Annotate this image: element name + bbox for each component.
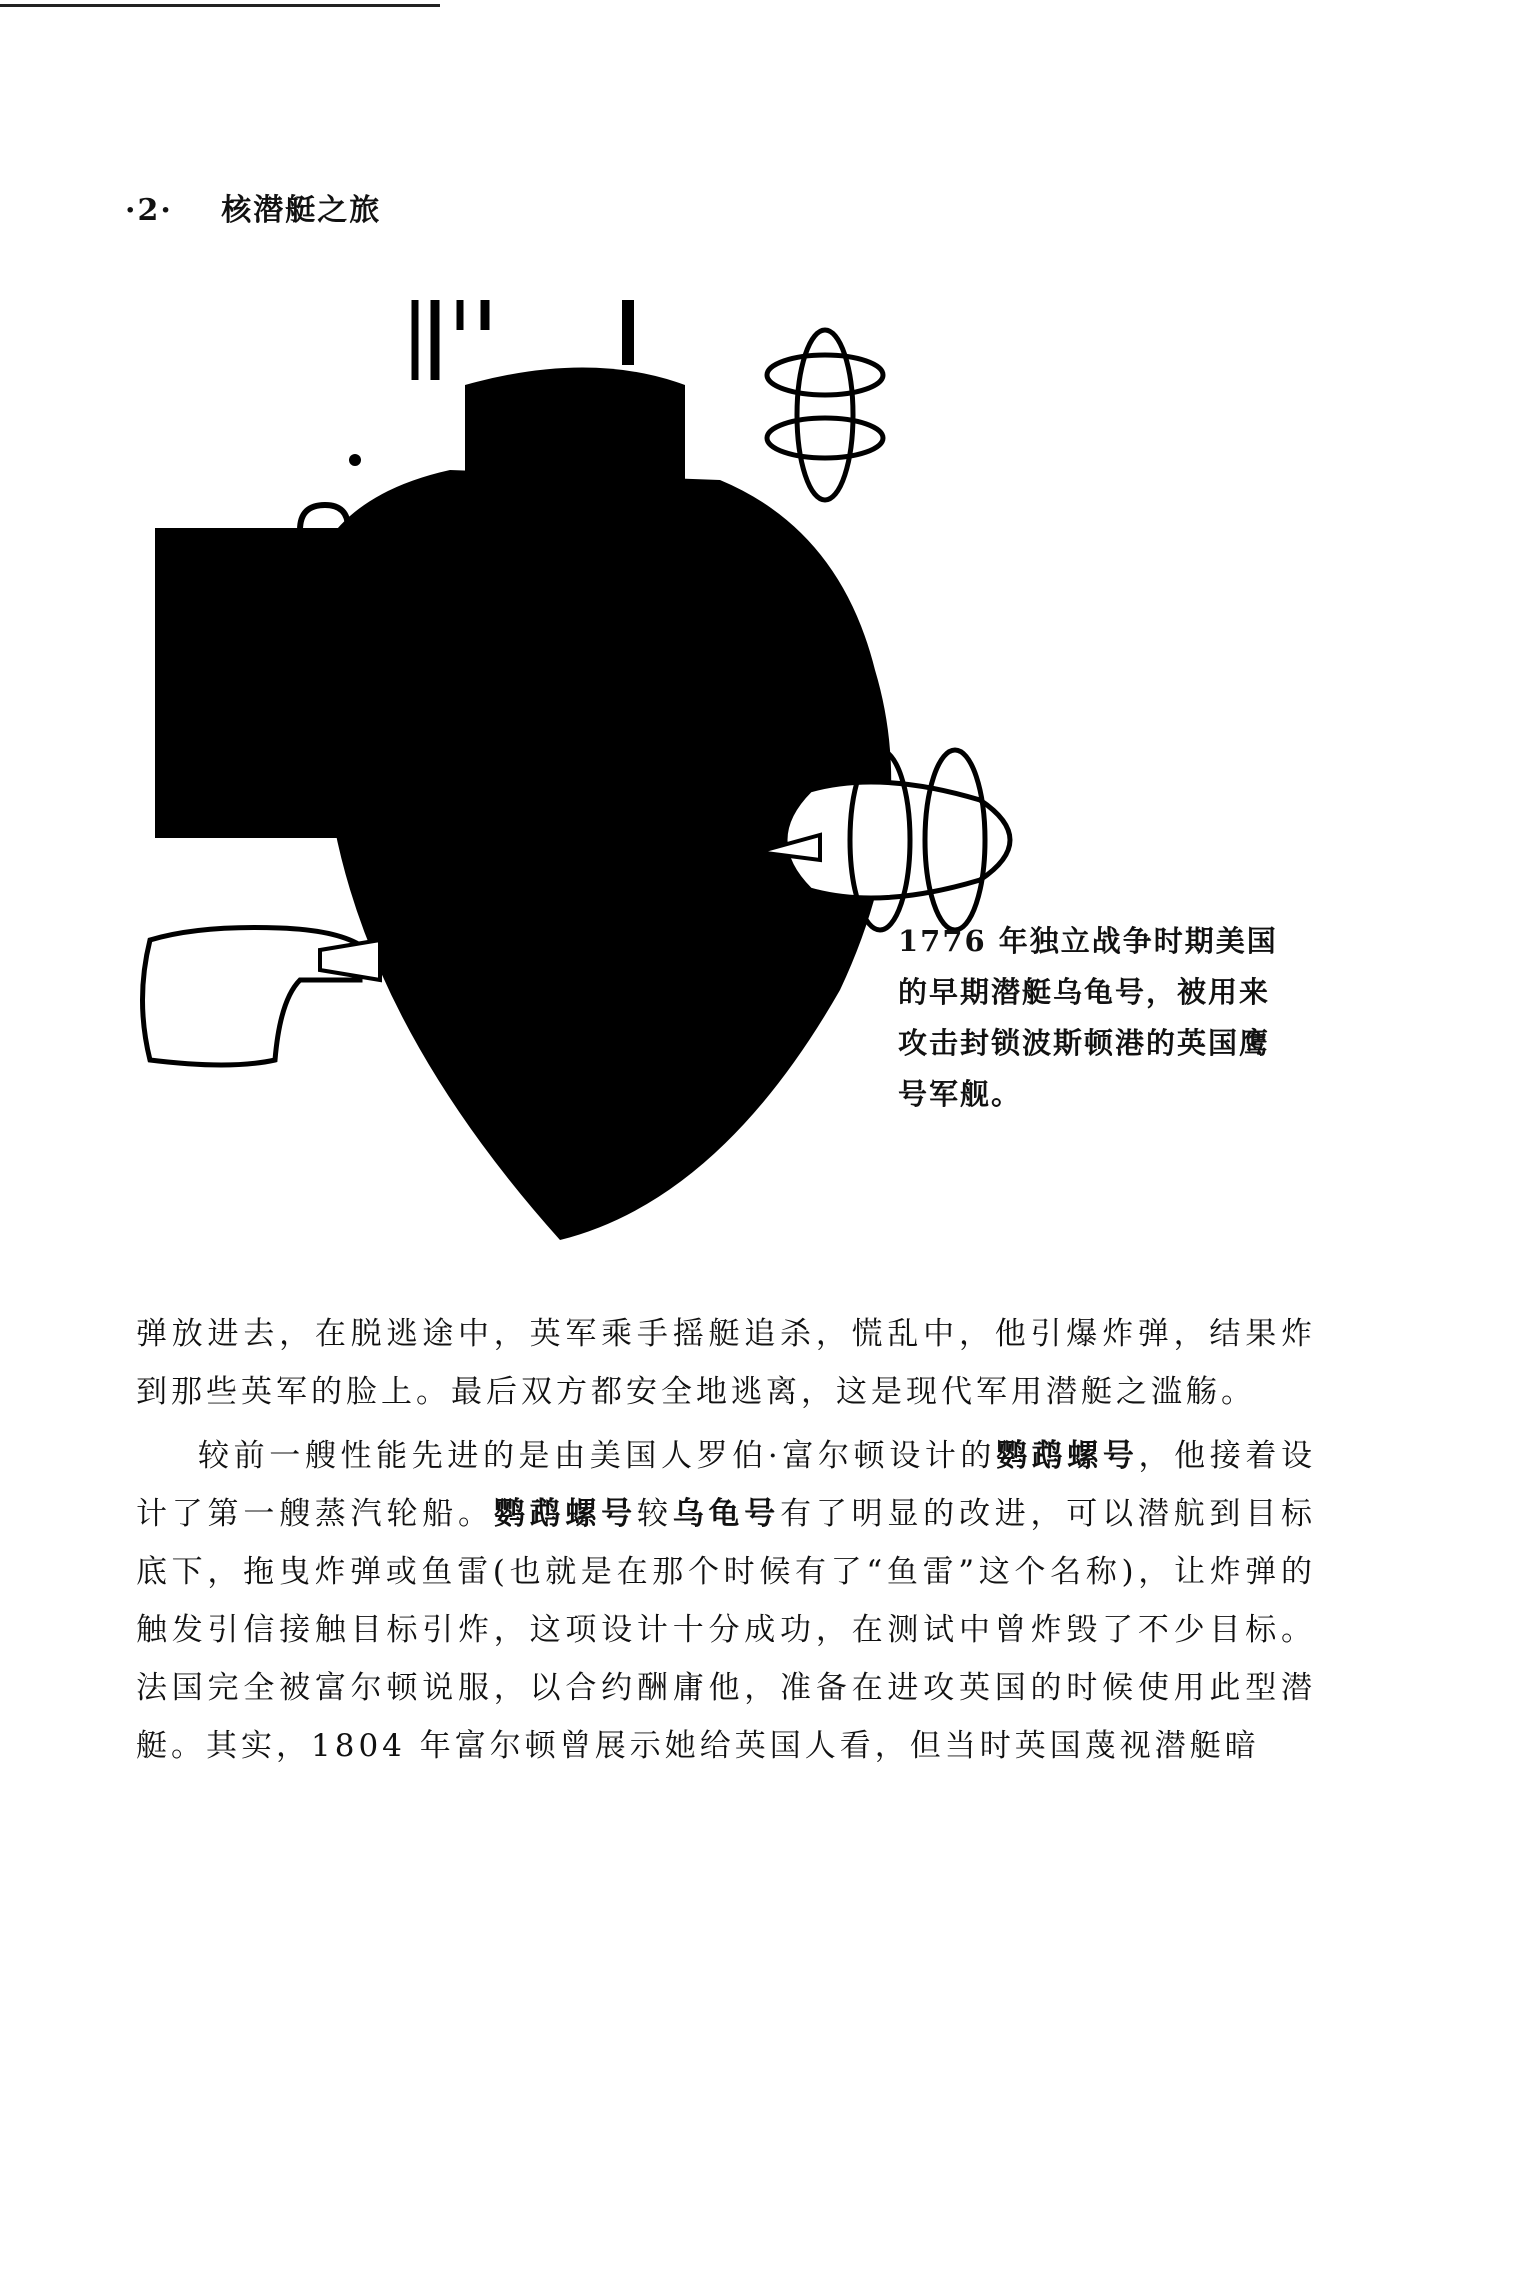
rudder-block — [155, 528, 395, 838]
bold-term: 乌龟号 — [672, 1496, 781, 1532]
figure-caption: 1776 年独立战争时期美国的早期潜艇乌龟号，被用来攻击封锁波斯顿港的英国鹰号军舰。 — [898, 924, 1278, 1111]
text-run: 较前一艘性能先进的是由美国人罗伯·富尔顿设计的 — [198, 1438, 997, 1474]
body-text — [136, 1305, 1316, 1775]
depth-rod — [622, 300, 634, 365]
text-run: ，他接着设计了第一艘蒸汽轮船。 — [136, 1438, 1317, 1532]
top-rule — [0, 4, 440, 7]
page-number: ·2· — [125, 193, 173, 228]
paragraph: 弹放进去，在脱逃途中，英军乘手摇艇追杀，慌乱中，他引爆炸弹，结果炸到那些英军的脸上。最后双方都安全地逃离，这是现代军用潜艇之滥觞。 — [136, 1316, 1316, 1410]
vertical-propeller-icon — [767, 330, 883, 500]
paragraph — [136, 1427, 1316, 1775]
text-run: 较 — [636, 1496, 673, 1532]
bold-term: 鹦鹉螺号 — [493, 1496, 637, 1532]
text-run: 有了明显的改进，可以潜航到目标底下，拖曳炸弹或鱼雷(也就是在那个时候有了“鱼雷”这个名称)，让炸弹的触发引信接触目标引炸，这项设计十分成功，在测试中曾炸毁了不少目标。法国完全被富尔顿说服，以合约酬庸他，准备在进攻英国的时候使用此型潜艇。其实，1804 年富尔顿曾展示她给英国人看，但当时英国蔑视潜艇暗 — [136, 1496, 1316, 1764]
bold-term: 鹦鹉螺号 — [996, 1438, 1139, 1474]
conning-tower — [465, 368, 685, 481]
book-title: 核潜艇之旅 — [221, 193, 382, 228]
running-header — [125, 185, 381, 229]
